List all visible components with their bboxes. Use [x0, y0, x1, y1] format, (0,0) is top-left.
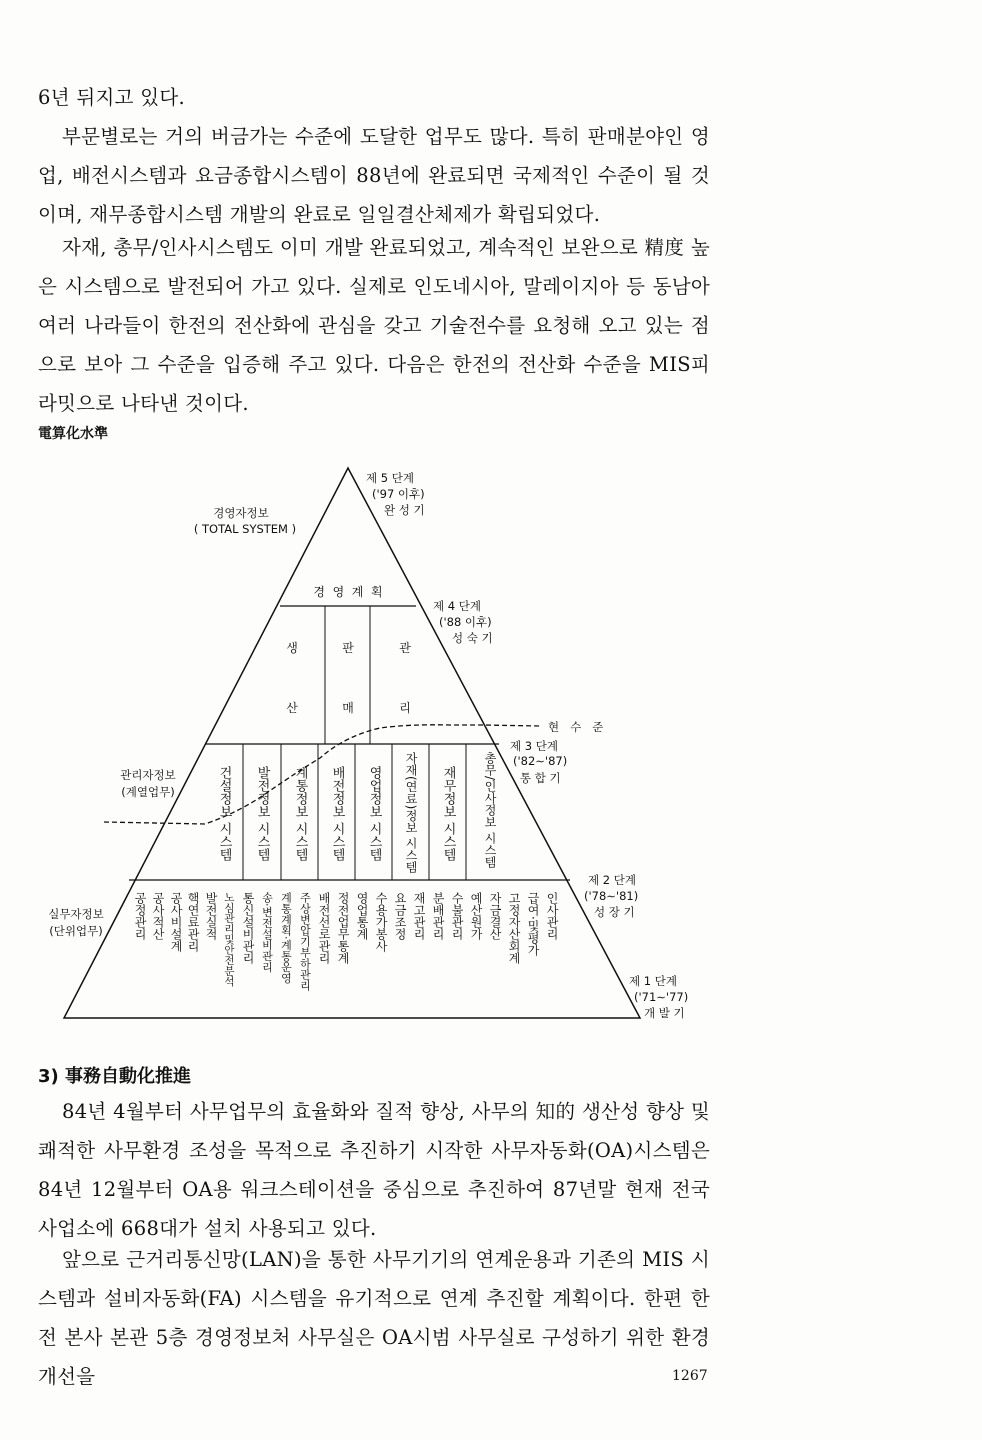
svg-text:성 장 기: 성 장 기	[594, 905, 635, 919]
unit-task: 핵연료관리	[186, 892, 200, 952]
unit-task: 계통계획·계통운영	[279, 892, 293, 984]
mgmt-system-grid: 계통정보 시스템	[292, 766, 308, 862]
unit-task: 자금결산	[488, 892, 502, 940]
mgmt-info-title: 관리자정보	[120, 768, 176, 782]
svg-text:제 3 단계: 제 3 단계	[510, 739, 558, 753]
svg-text:('97 이후): ('97 이후)	[372, 487, 425, 501]
svg-text:생: 생	[286, 641, 298, 655]
unit-task: 수불관리	[450, 892, 464, 940]
svg-text:('88 이후): ('88 이후)	[439, 615, 492, 629]
mis-pyramid-diagram	[0, 440, 982, 1040]
unit-task: 영업통계	[355, 892, 369, 940]
stage-2-label	[584, 873, 638, 919]
paragraph-oa-status: 84년 4월부터 사무업무의 효율화와 질적 향상, 사무의 知的 생산성 향상 및 쾌적한 사무환경 조성을 목적으로 추진하기 시작한 사무자동화(OA)시스템은 84년 12월부터 OA용 워크스테이션을 중심으로 추진하여 87년말 현재 전국사업소에 668대가 설치 사용되고 있다.	[38, 1100, 710, 1240]
unit-task: 예산원가	[469, 892, 483, 940]
unit-task: 공사적산	[151, 892, 165, 940]
unit-task: 송·변전설비관리	[260, 892, 274, 973]
section-heading: 3) 事務自動化推進	[38, 1066, 192, 1087]
svg-text:제 5 단계: 제 5 단계	[366, 471, 414, 485]
stage-3-label	[510, 739, 567, 785]
unit-task: 인사관리	[545, 892, 559, 940]
unit-task: 고정자산회계	[507, 892, 521, 964]
svg-text:('71∼'77): ('71∼'77)	[634, 990, 689, 1004]
stage-5-label	[366, 471, 425, 517]
unit-task: 분배관리	[431, 892, 445, 940]
page-number: 1267	[672, 1368, 708, 1384]
exec-info-title: 경영자정보	[213, 506, 269, 520]
unit-task: 수용가봉사	[374, 892, 388, 952]
mgmt-system-materials: 자재(연료)정보 시스템	[404, 752, 418, 874]
svg-text:제 4 단계: 제 4 단계	[433, 599, 481, 613]
svg-text:판: 판	[342, 641, 354, 655]
unit-task: 급여·및평가	[526, 892, 540, 956]
management-systems	[217, 751, 498, 874]
mgmt-info-subtitle: (계열업무)	[121, 785, 175, 799]
unit-tasks	[133, 891, 559, 992]
unit-task: 재고관리	[412, 892, 426, 940]
unit-task: 배전선로관리	[317, 892, 331, 964]
svg-text:산: 산	[286, 701, 298, 715]
paragraph-oa-plan: 앞으로 근거리통신망(LAN)을 통한 사무기기의 연계운용과 기존의 MIS 시스템과 설비자동화(FA) 시스템을 유기적으로 연계 추진할 계획이다. 한편 한전 본사 본관 5층 경영정보처 사무실은 OA시범 사무실로 구성하기 위한 환경개선을	[38, 1248, 710, 1388]
management-dividers	[243, 744, 466, 880]
unit-task: 주상변압기부하관리	[298, 892, 312, 991]
mgmt-system-distribution: 배전정보 시스템	[329, 766, 345, 862]
svg-text:매: 매	[342, 701, 354, 715]
svg-text:관: 관	[399, 641, 411, 655]
svg-text:통 합 기: 통 합 기	[520, 771, 561, 785]
exec-info-subtitle: ( TOTAL SYSTEM )	[193, 522, 297, 536]
stage-4-label	[433, 599, 493, 645]
svg-text:제 2 단계: 제 2 단계	[588, 873, 636, 887]
unit-task: 요금조정	[393, 892, 407, 940]
svg-text:리: 리	[399, 701, 411, 715]
paragraph-divisions: 부문별로는 거의 버금가는 수준에 도달한 업무도 많다. 특히 판매분야인 영업, 배전시스템과 요금종합시스템이 88년에 완료되면 국제적인 수준이 될 것이며, 재무종합시스템 개발의 완료로 일일결산체제가 확립되었다.	[38, 125, 710, 226]
unit-task: 정전업무통계	[336, 892, 350, 964]
paragraph-systems: 자재, 총무/인사시스템도 이미 개발 완료되었고, 계속적인 보완으로 精度 높은 시스템으로 발전되어 가고 있다. 실제로 인도네시아, 말레이지아 등 동남아 여러 나라들이 한전의 전산화에 관심을 갖고 기술전수를 요청해 오고 있는 점으로 보아 그 수준을 입증해 주고 있다. 다음은 한전의 전산화 수준을 MIS피라밋으로 나타낸 것이다.	[38, 236, 710, 415]
svg-text:('82∼'87): ('82∼'87)	[513, 754, 568, 768]
paragraph-continuation: 6년 뒤지고 있다.	[38, 86, 186, 109]
mgmt-system-sales: 영업정보 시스템	[366, 766, 382, 862]
ops-info-title: 실무자정보	[48, 907, 104, 921]
unit-task: 공사비설계	[169, 892, 183, 952]
unit-task: 노심관리및안전분석	[223, 892, 235, 987]
mgmt-system-admin: 총무/인사정보 시스템	[483, 752, 497, 868]
unit-task: 통신설비관리	[241, 892, 255, 964]
mgmt-system-construction: 건설정보 시스템	[216, 766, 232, 862]
svg-text:제 1 단계: 제 1 단계	[629, 974, 677, 988]
control-labels	[286, 640, 411, 715]
svg-text:개 발 기: 개 발 기	[644, 1006, 685, 1020]
figure-caption: 電算化水準	[38, 426, 108, 442]
svg-text:완 성 기: 완 성 기	[384, 503, 425, 517]
current-level-label: 현 수 준	[548, 720, 604, 734]
svg-text:('78∼'81): ('78∼'81)	[584, 889, 639, 903]
unit-task: 공정관리	[133, 892, 147, 940]
mgmt-system-generation: 발전정보 시스템	[254, 766, 270, 862]
ops-info-subtitle: (단위업무)	[49, 924, 103, 938]
planning-label: 경 영 계 획	[313, 585, 383, 599]
mgmt-system-finance: 재무정보 시스템	[440, 766, 456, 862]
unit-task: 발전실적	[204, 892, 218, 940]
svg-text:성 숙 기: 성 숙 기	[452, 631, 493, 645]
